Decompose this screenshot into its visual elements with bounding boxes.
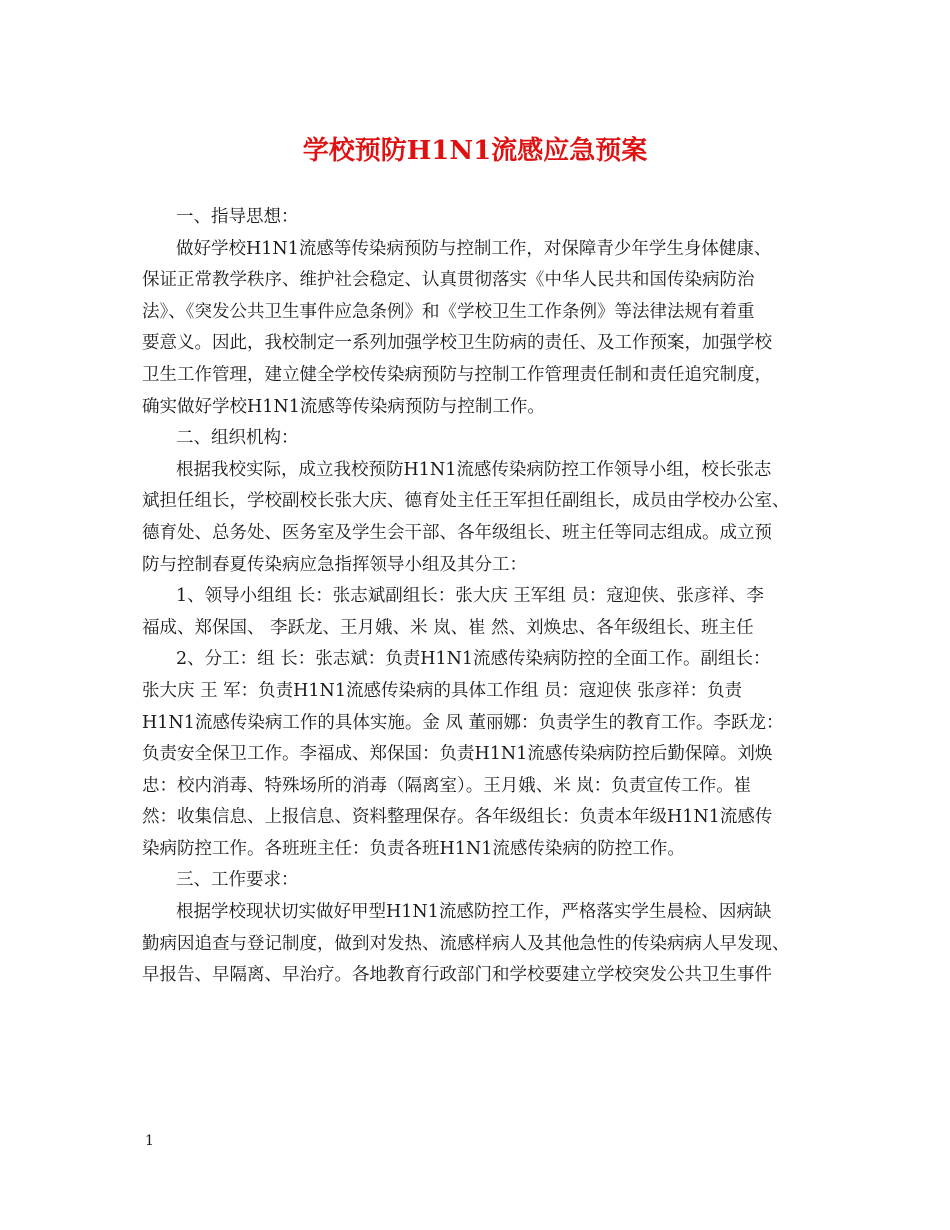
body-line: 2、分工：组 长：张志斌：负责H1N1流感传染病防控的全面工作。副组长：: [176, 649, 771, 670]
body-line: 负责安全保卫工作。李福成、郑保国：负责H1N1流感传染病防控后勤保障。刘焕: [142, 744, 773, 765]
body-line: 染病防控工作。各班班主任：负责各班H1N1流感传染病的防控工作。: [142, 838, 685, 859]
body-line: 卫生工作管理，建立健全学校传染病预防与控制工作管理责任制和责任追究制度，: [142, 364, 772, 385]
body-line: 勤病因追查与登记制度，做到对发热、流感样病人及其他急性的传染病病人早发现、: [142, 933, 790, 954]
body-line: 根据学校现状切实做好甲型H1N1流感防控工作，严格落实学生晨检、因病缺: [176, 902, 772, 923]
body-line: H1N1流感传染病工作的具体实施。金 凤 董丽娜：负责学生的教育工作。李跃龙：: [142, 712, 784, 733]
body-line: 三、工作要求：: [176, 870, 299, 891]
body-line: 防与控制春夏传染病应急指挥领导小组及其分工：: [142, 554, 527, 575]
body-line: 然：收集信息、上报信息、资料整理保存。各年级组长：负责本年级H1N1流感传: [142, 807, 773, 828]
body-line: 做好学校H1N1流感等传染病预防与控制工作，对保障青少年学生身体健康、: [176, 238, 772, 259]
body-line: 德育处、总务处、医务室及学生会干部、各年级组长、班主任等同志组成。成立预: [142, 522, 772, 543]
body-line: 福成、郑保国、 李跃龙、王月娥、米 岚、崔 然、刘焕忠、各年级组长、班主任: [142, 617, 754, 638]
page-number: 1: [145, 1133, 154, 1149]
document-body: [142, 202, 824, 992]
body-line: 要意义。因此，我校制定一系列加强学校卫生防病的责任、及工作预案，加强学校: [142, 333, 772, 354]
body-line: 二、组织机构：: [176, 428, 299, 449]
body-line: 斌担任组长，学校副校长张大庆、德育处主任王军担任副组长，成员由学校办公室、: [142, 491, 790, 512]
body-line: 保证正常教学秩序、维护社会稳定、认真贯彻落实《中华人民共和国传染病防治: [142, 270, 755, 291]
body-line: 早报告、早隔离、早治疗。各地教育行政部门和学校要建立学校突发公共卫生事件: [142, 965, 772, 986]
body-line: 张大庆 王 军：负责H1N1流感传染病的具体工作组 员：寇迎侠 张彦祥：负责: [142, 680, 743, 701]
body-line: 忠：校内消毒、特殊场所的消毒（隔离室）。王月娥、米 岚：负责宣传工作。崔: [142, 775, 752, 796]
document-title: 学校预防H1N1流感应急预案: [302, 136, 648, 166]
body-line: 确实做好学校H1N1流感等传染病预防与控制工作。: [142, 396, 545, 417]
body-line: 一、指导思想：: [176, 207, 299, 227]
body-line: 1、领导小组组 长：张志斌副组长：张大庆 王军组 员：寇迎侠、张彦祥、李: [176, 586, 764, 607]
body-line: 法》、《突发公共卫生事件应急条例》和《学校卫生工作条例》等法律法规有着重: [142, 301, 755, 322]
body-line: 根据我校实际，成立我校预防H1N1流感传染病防控工作领导小组，校长张志: [176, 459, 772, 480]
